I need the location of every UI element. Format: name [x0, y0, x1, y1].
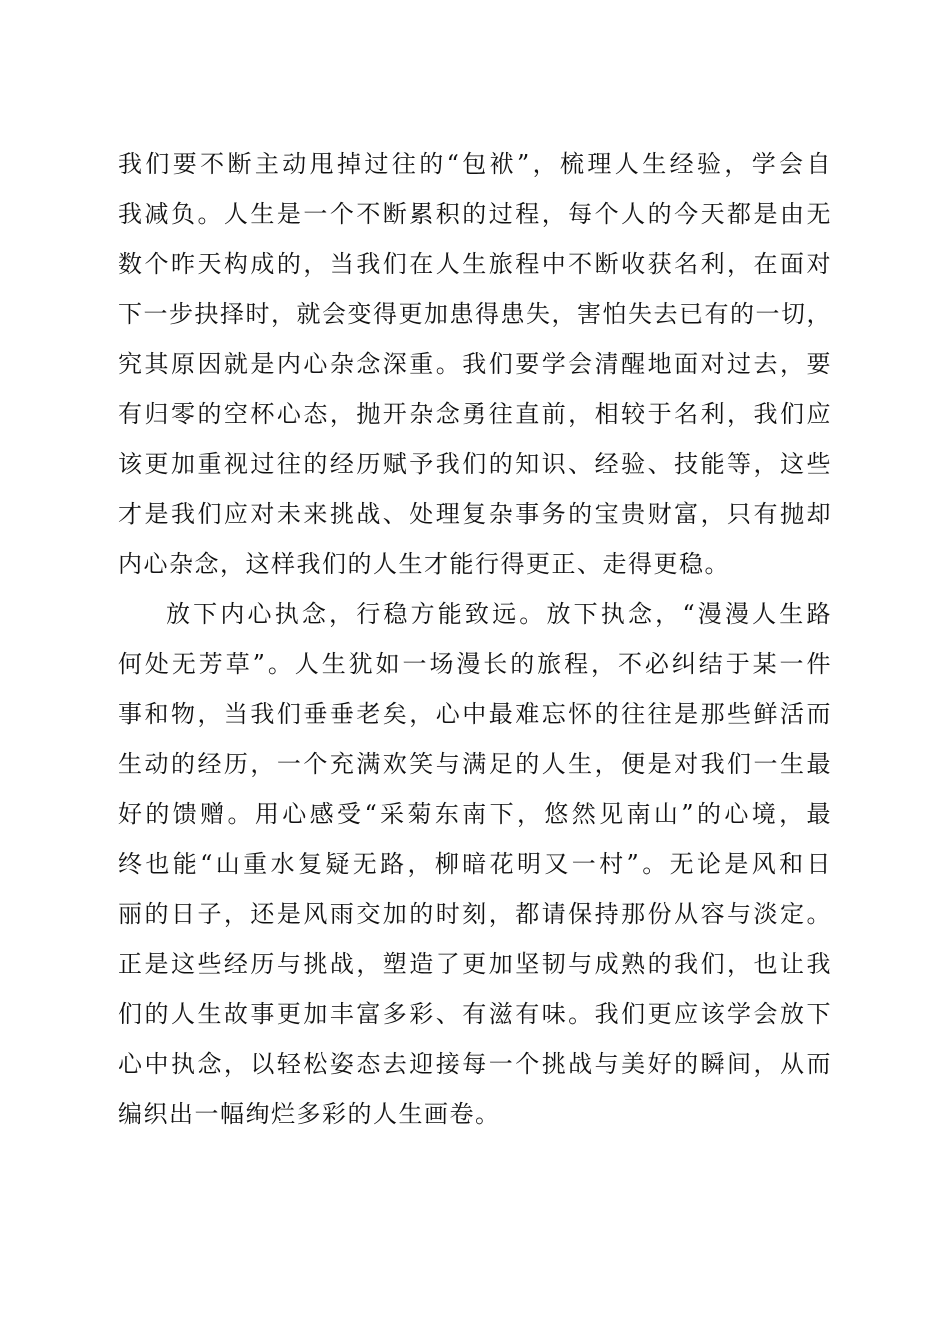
- paragraph-line: 心中执念，以轻松姿态去迎接每一个挑战与美好的瞬间，从而: [118, 1050, 832, 1078]
- paragraph-line: 下一步抉择时，就会变得更加患得患失，害怕失去已有的一切，: [118, 300, 832, 328]
- paragraph-line: 正是这些经历与挑战，塑造了更加坚韧与成熟的我们，也让我: [118, 950, 832, 978]
- paragraph-line: 好的馈赠。用心感受“采菊东南下，悠然见南山”的心境，最: [118, 800, 832, 828]
- paragraph-line: 究其原因就是内心杂念深重。我们要学会清醒地面对过去，要: [118, 350, 832, 378]
- paragraph-line: 才是我们应对未来挑战、处理复杂事务的宝贵财富，只有抛却: [118, 500, 832, 528]
- paragraph-line: 生动的经历，一个充满欢笑与满足的人生，便是对我们一生最: [118, 750, 832, 778]
- paragraph-line: 内心杂念，这样我们的人生才能行得更正、走得更稳。: [118, 550, 730, 578]
- paragraph-line: 何处无芳草”。人生犹如一场漫长的旅程，不必纠结于某一件: [118, 650, 832, 678]
- paragraph-line: 们的人生故事更加丰富多彩、有滋有味。我们更应该学会放下: [118, 1000, 832, 1028]
- paragraph-line: 编织出一幅绚烂多彩的人生画卷。: [118, 1100, 501, 1128]
- paragraph-line: 该更加重视过往的经历赋予我们的知识、经验、技能等，这些: [118, 450, 832, 478]
- paragraph-line: 事和物，当我们垂垂老矣，心中最难忘怀的往往是那些鲜活而: [118, 700, 832, 728]
- paragraph-line: 有归零的空杯心态，抛开杂念勇往直前，相较于名利，我们应: [118, 400, 832, 428]
- paragraph-line: 丽的日子，还是风雨交加的时刻，都请保持那份从容与淡定。: [118, 900, 832, 928]
- paragraph-line: 我们要不断主动甩掉过往的“包袱”，梳理人生经验，学会自: [118, 150, 832, 178]
- paragraph-line: 数个昨天构成的，当我们在人生旅程中不断收获名利，在面对: [118, 250, 832, 278]
- paragraph-line: 我减负。人生是一个不断累积的过程，每个人的今天都是由无: [118, 200, 832, 228]
- paragraph-line: 终也能“山重水复疑无路，柳暗花明又一村”。无论是风和日: [118, 850, 832, 878]
- paragraph-line: 放下内心执念，行稳方能致远。放下执念，“漫漫人生路: [166, 600, 832, 628]
